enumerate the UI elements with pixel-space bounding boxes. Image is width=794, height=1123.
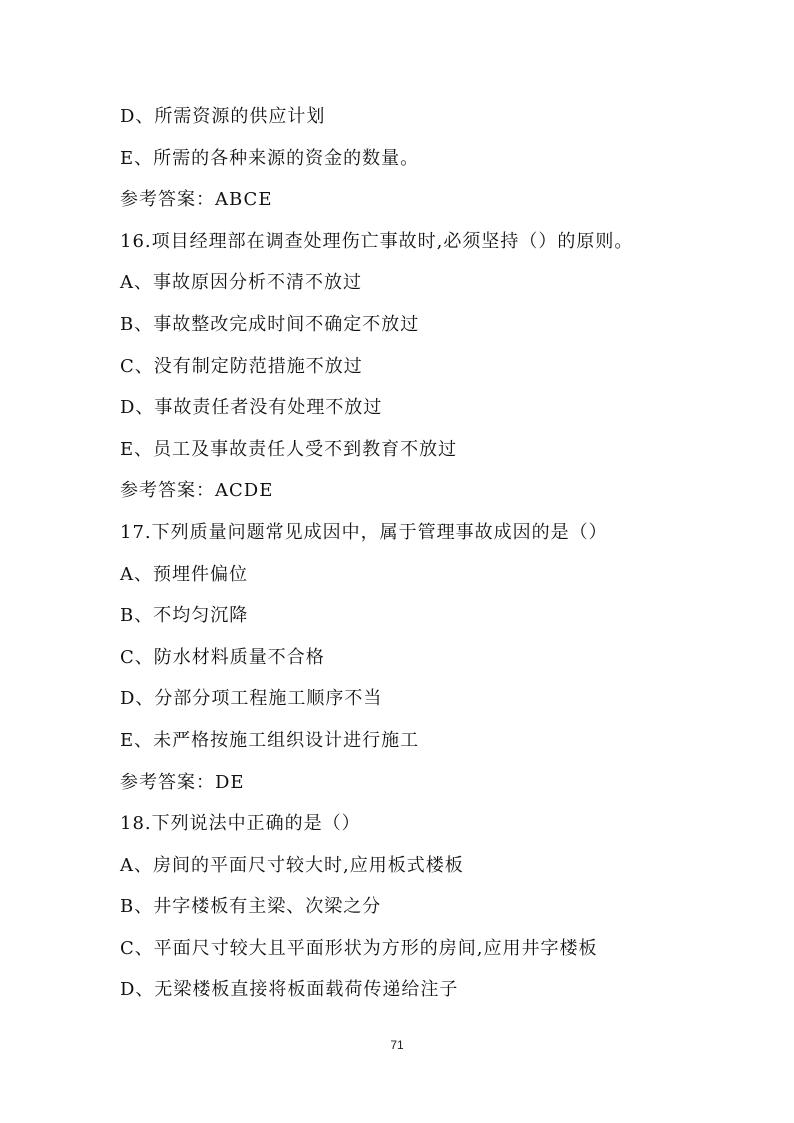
option-line: E、未严格按施工组织设计进行施工: [120, 729, 420, 751]
option-line: D、分部分项工程施工顺序不当: [120, 688, 383, 710]
option-line: D、无梁楼板直接将板面载荷传递给注子: [120, 979, 459, 1001]
option-line: A、事故原因分析不清不放过: [120, 272, 362, 294]
option-line: C、防水材料质量不合格: [120, 646, 325, 668]
option-line: A、房间的平面尺寸较大时,应用板式楼板: [120, 854, 464, 876]
option-line: A、预埋件偏位: [120, 563, 248, 585]
option-line: B、事故整改完成时间不确定不放过: [120, 313, 420, 335]
question-line: 16.项目经理部在调查处理伤亡事故时,必须坚持（）的原则。: [120, 230, 634, 252]
answer-line: 参考答案：ACDE: [120, 480, 274, 502]
answer-line: 参考答案：ABCE: [120, 189, 273, 211]
option-line: D、所需资源的供应计划: [120, 106, 326, 127]
option-line: D、事故责任者没有处理不放过: [120, 397, 383, 419]
option-line: C、平面尺寸较大且平面形状为方形的房间,应用井字楼板: [120, 937, 598, 959]
question-text-block: [120, 96, 760, 1011]
option-line: B、不均匀沉降: [120, 605, 249, 627]
option-line: B、井字楼板有主梁、次梁之分: [120, 896, 382, 918]
question-line: 17.下列质量问题常见成因中，属于管理事故成因的是（）: [120, 521, 608, 543]
question-line: 18.下列说法中正确的是（）: [120, 813, 361, 835]
answer-line: 参考答案：DE: [120, 771, 245, 793]
option-line: C、没有制定防范措施不放过: [120, 355, 363, 377]
page-number: 71: [390, 1038, 404, 1052]
option-line: E、员工及事故责任人受不到教育不放过: [120, 438, 458, 460]
option-line: E、所需的各种来源的资金的数量。: [120, 147, 420, 169]
